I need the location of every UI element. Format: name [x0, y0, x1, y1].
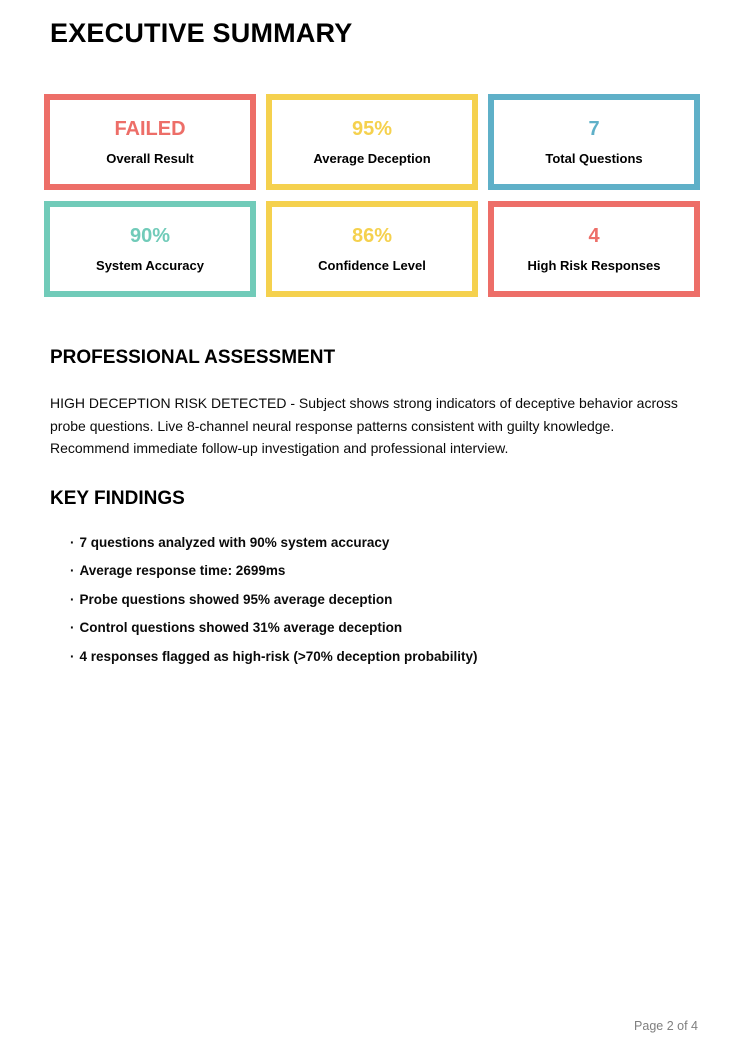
card-total-questions [488, 94, 700, 190]
metric-value: 86% [351, 225, 393, 247]
metric-value: 4 [588, 225, 600, 247]
metric-label: Overall Result [106, 151, 194, 166]
metric-value: 95% [351, 118, 393, 140]
section-heading-professional-assessment: PROFESSIONAL ASSESSMENT [50, 347, 336, 368]
key-findings-list [70, 534, 697, 677]
card-overall-result [44, 94, 256, 190]
metric-label: Confidence Level [318, 258, 426, 273]
metric-value: 90% [129, 225, 171, 247]
metric-label: System Accuracy [96, 258, 204, 273]
summary-cards-grid [44, 94, 700, 297]
card-system-accuracy [44, 201, 256, 297]
report-page [0, 18, 743, 1062]
page-title: EXECUTIVE SUMMARY [50, 18, 353, 48]
key-finding-item: · Probe questions showed 95% average deception [70, 591, 697, 620]
key-finding-item: · 4 responses flagged as high-risk (>70% deception probability) [70, 648, 697, 677]
assessment-paragraph: HIGH DECEPTION RISK DETECTED - Subject shows strong indicators of deceptive behavior across probe questions. Live 8-channel neural response patterns consistent with guilty knowledge. Recommend immediate follow-up investigation and professional interview. [50, 395, 678, 456]
page-number: Page 2 of 4 [634, 1019, 698, 1033]
key-finding-item: · Average response time: 2699ms [70, 562, 697, 591]
section-heading-key-findings: KEY FINDINGS [50, 487, 185, 509]
card-average-deception [266, 94, 478, 190]
metric-value: FAILED [114, 118, 186, 140]
metric-label: Average Deception [313, 151, 431, 166]
metric-label: High Risk Responses [527, 258, 661, 273]
card-confidence-level [266, 201, 478, 297]
metric-value: 7 [588, 118, 600, 140]
card-high-risk-responses [488, 201, 700, 297]
metric-label: Total Questions [545, 151, 643, 166]
key-finding-item: · 7 questions analyzed with 90% system accuracy [70, 534, 697, 563]
key-finding-item: · Control questions showed 31% average deception [70, 619, 697, 648]
